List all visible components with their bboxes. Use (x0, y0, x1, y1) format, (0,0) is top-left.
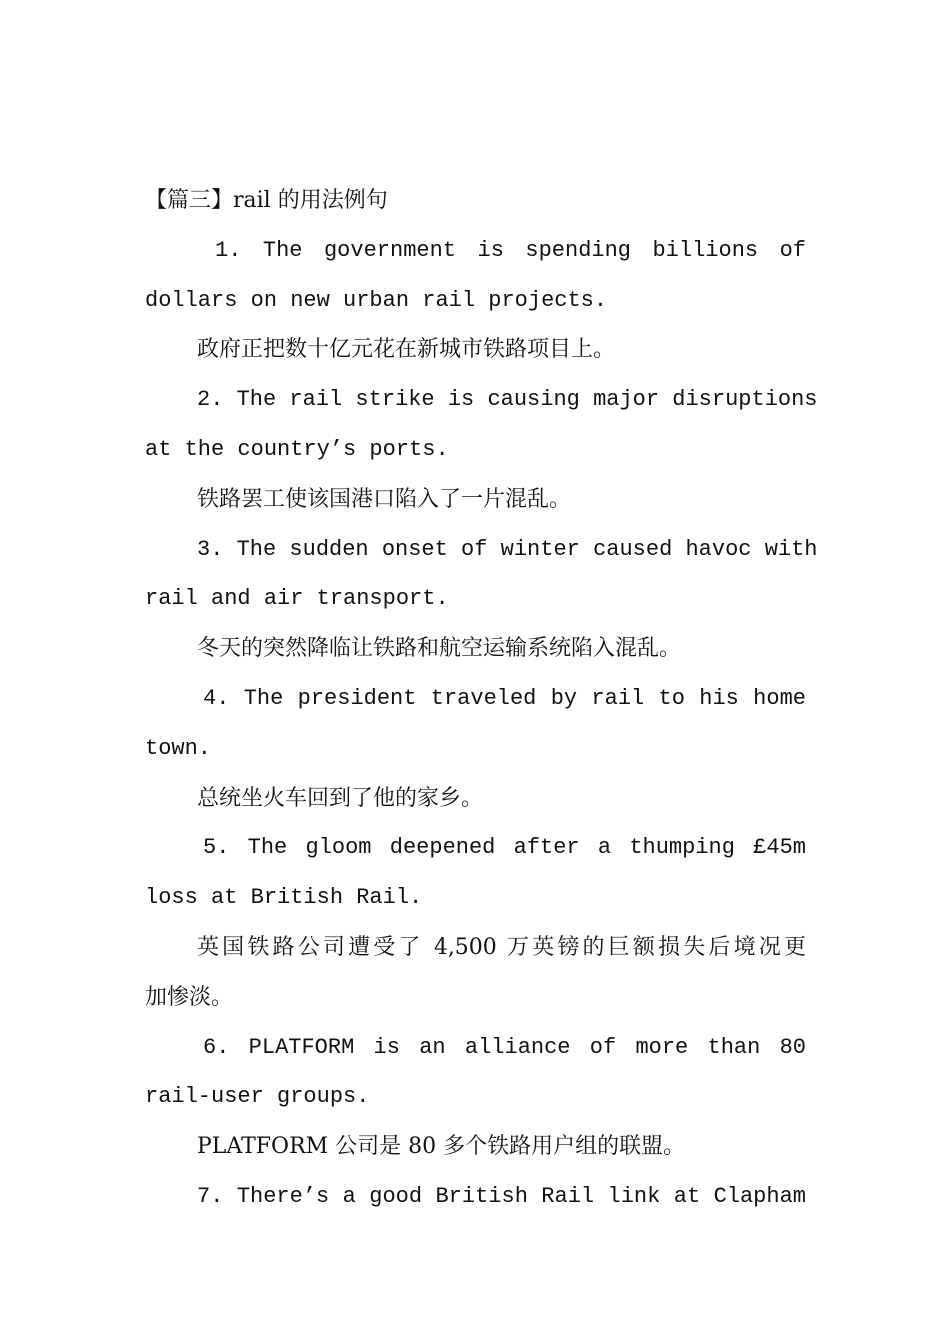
example-sentence-4-line-1: 4. The president traveled by rail to his home (203, 685, 806, 711)
example-sentence-4-line-2: town. (145, 735, 212, 761)
example-sentence-1-line-2: dollars on new urban rail projects. (145, 287, 608, 313)
example-sentence-2-line-2: at the country’s ports. (145, 436, 449, 462)
example-sentence-2-line-1: 2. The rail strike is causing major disruptions (197, 387, 818, 413)
example-sentence-6-line-1: 6. PLATFORM is an alliance of more than 80 (203, 1034, 806, 1060)
document-page (145, 176, 818, 1222)
example-translation-3: 冬天的突然降临让铁路和航空运输系统陷入混乱。 (197, 636, 682, 662)
example-sentence-1-line-1: 1. The government is spending billions of (215, 237, 806, 263)
example-translation-2: 铁路罢工使该国港口陷入了一片混乱。 (197, 486, 572, 512)
example-translation-1: 政府正把数十亿元花在新城市铁路项目上。 (197, 337, 616, 363)
example-sentence-6-line-2: rail-user groups. (145, 1084, 370, 1110)
example-translation-5-line-1: 英国铁路公司遭受了 4,500 万英镑的巨额损失后境况更 (197, 934, 806, 960)
section-heading: 【篇三】rail 的用法例句 (145, 188, 388, 213)
example-translation-4: 总统坐火车回到了他的家乡。 (197, 785, 484, 811)
example-translation-5-line-2: 加惨淡。 (145, 984, 234, 1010)
example-translation-6: PLATFORM 公司是 80 多个铁路用户组的联盟。 (197, 1134, 686, 1160)
example-sentence-5-line-2: loss at British Rail. (145, 885, 423, 911)
example-sentence-3-line-2: rail and air transport. (145, 586, 449, 612)
example-sentence-5-line-1: 5. The gloom deepened after a thumping £45m (203, 835, 806, 861)
example-sentence-3-line-1: 3. The sudden onset of winter caused havoc with (197, 536, 818, 562)
example-sentence-7-line-1: 7. There’s a good British Rail link at Clapham (197, 1183, 806, 1209)
